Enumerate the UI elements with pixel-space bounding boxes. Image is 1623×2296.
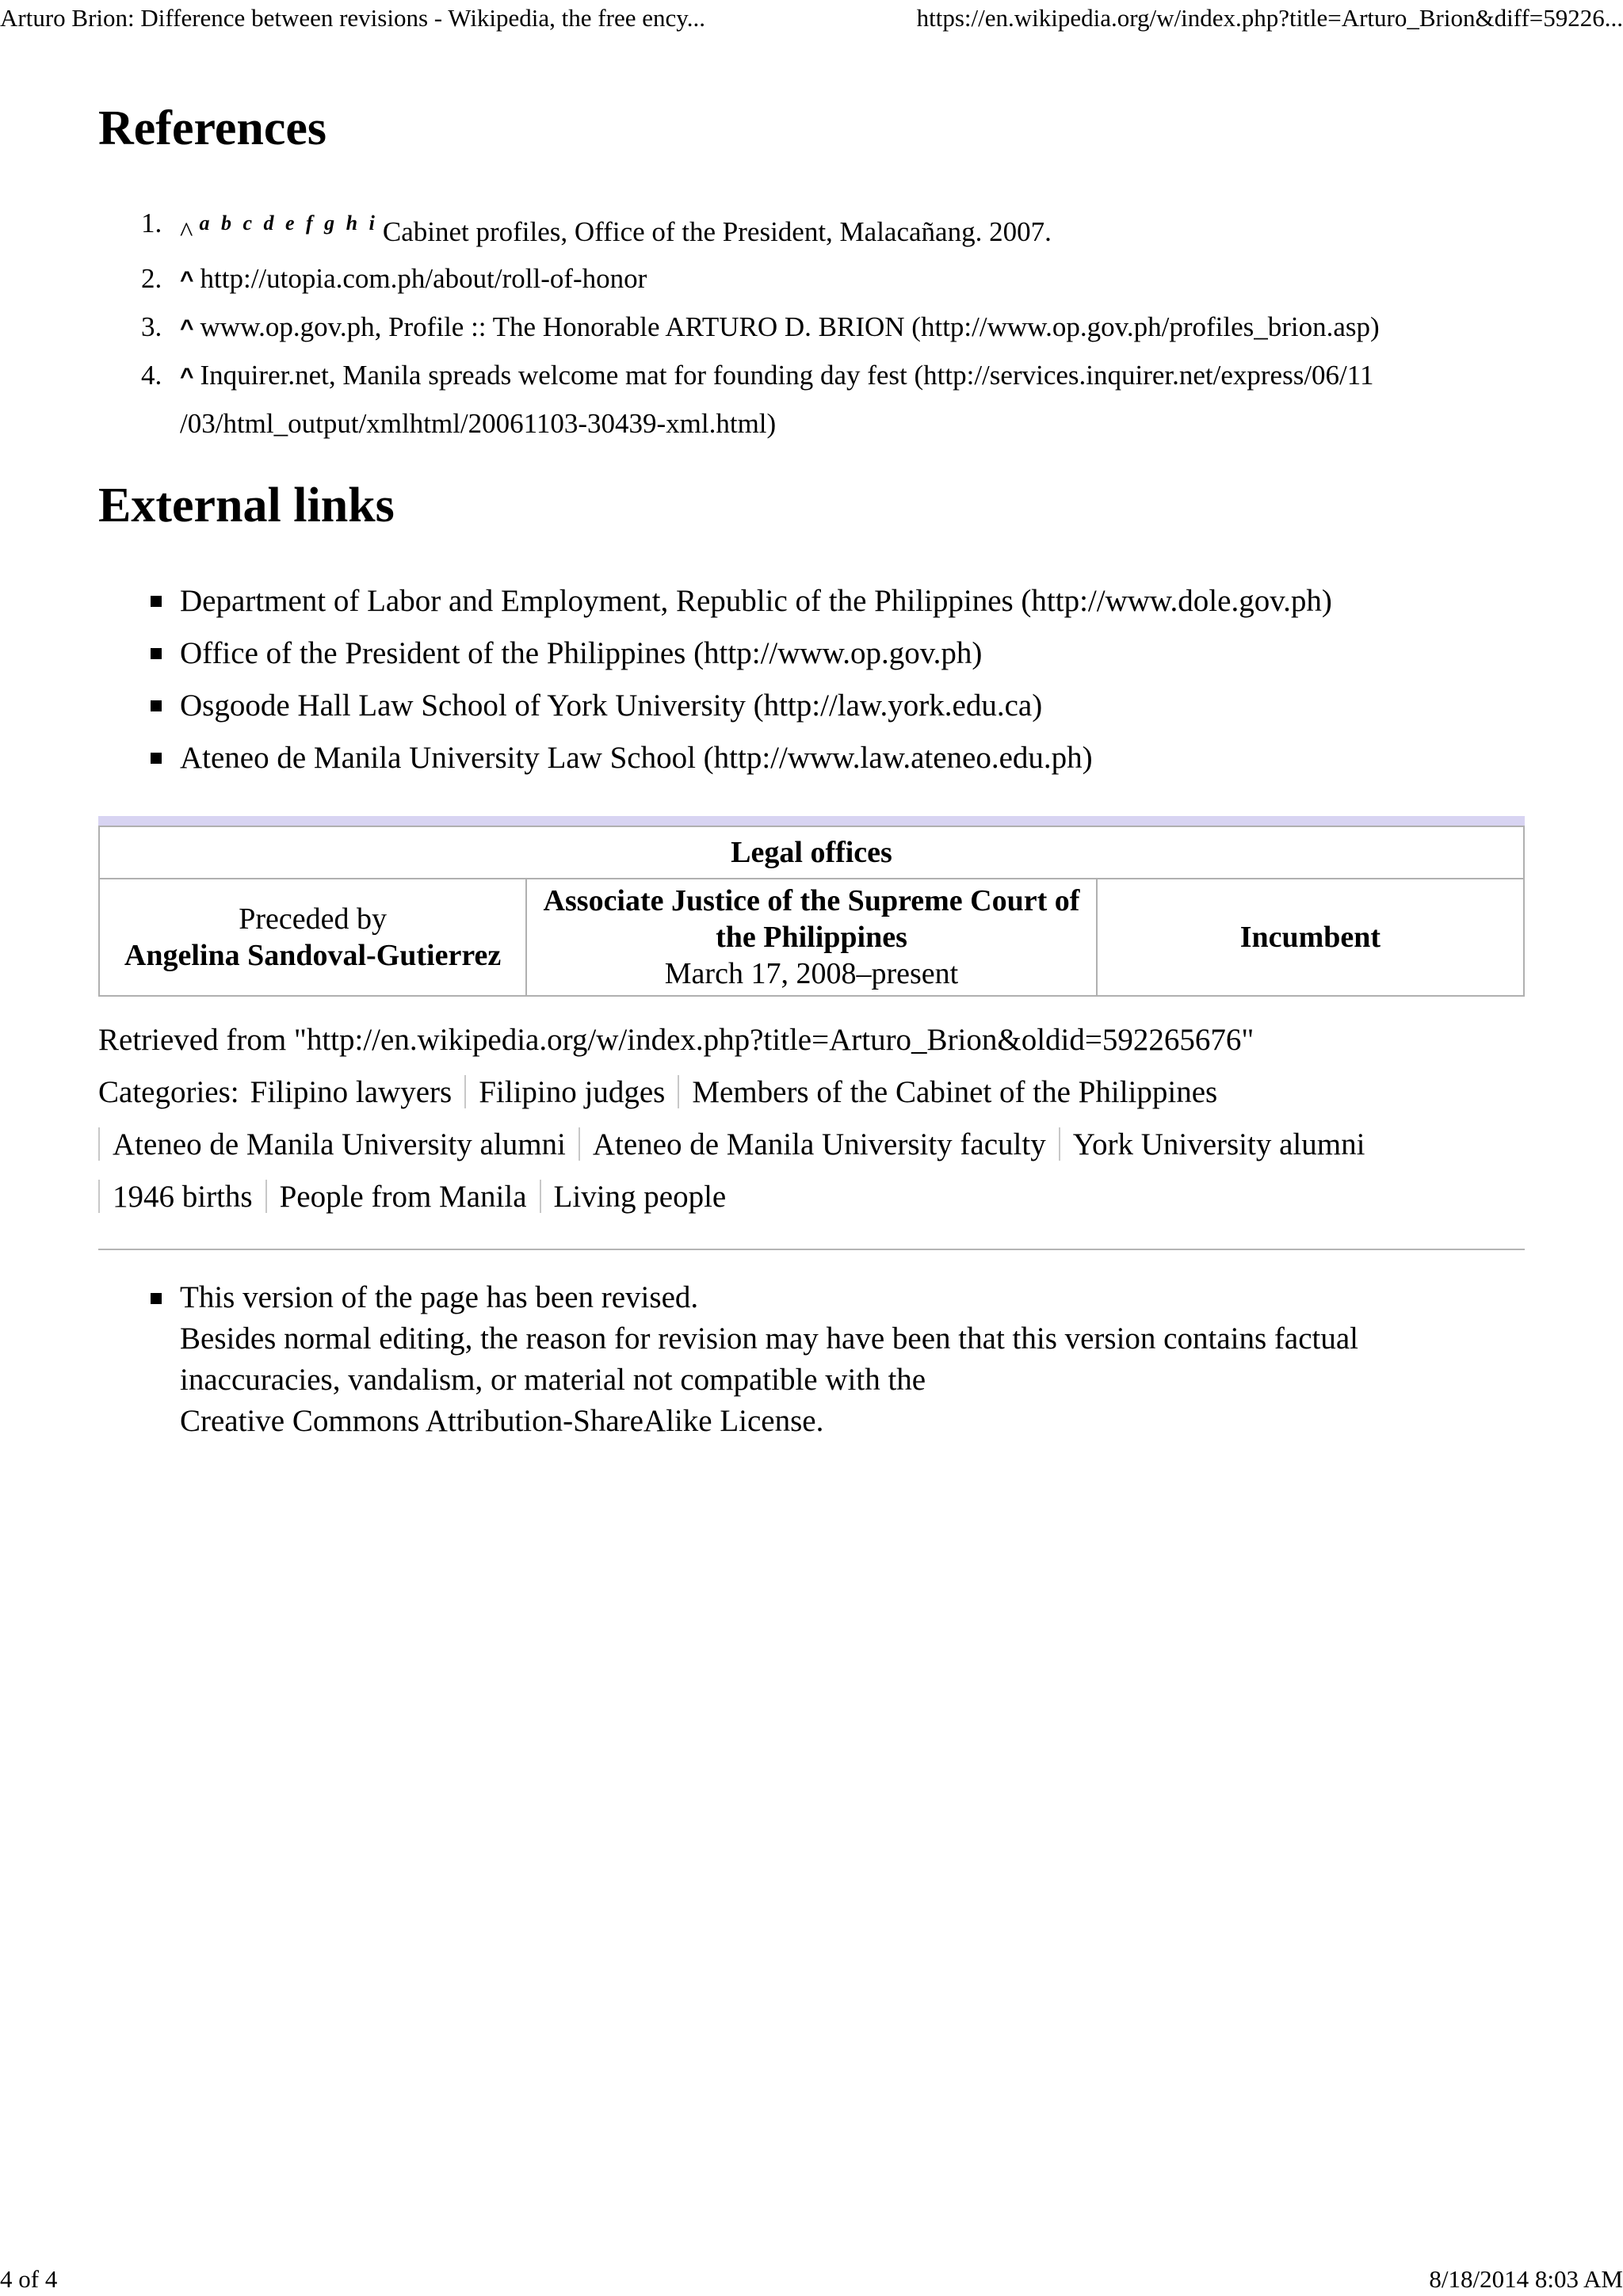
succeeded-by-cell (1097, 879, 1524, 996)
reference-caret: ^ (180, 216, 193, 247)
succession-box-top-bar (98, 816, 1525, 826)
category-link[interactable]: York University alumni (1072, 1127, 1365, 1161)
reference-text: Cabinet profiles, Office of the President, Malacañang. 2007. (382, 216, 1052, 247)
category-link[interactable]: Ateneo de Manila University faculty (592, 1127, 1046, 1161)
external-link-item[interactable] (98, 627, 1525, 680)
preceded-by-label: Preceded by (239, 902, 387, 936)
external-links-heading: External links (98, 479, 395, 532)
retrieved-from: Retrieved from "http://en.wikipedia.org/w/index.php?title=Arturo_Brion&oldid=592265676" (98, 1023, 1254, 1057)
reference-link-continued[interactable]: /03/html_output/xmlhtml/20061103-30439-xml.html) (180, 408, 777, 439)
category-separator (98, 1180, 100, 1213)
category-link[interactable]: 1946 births (113, 1180, 253, 1214)
reference-number: 4. (141, 360, 162, 391)
revision-notice-line: inaccuracies, vandalism, or material not compatible with the (180, 1363, 926, 1397)
license-link[interactable]: Creative Commons Attribution-ShareAlike License. (180, 1404, 824, 1438)
external-link-item[interactable] (98, 680, 1525, 732)
reference-backlink[interactable]: ^ (180, 364, 194, 390)
category-separator (265, 1180, 267, 1213)
incumbent-label: Incumbent (1239, 921, 1381, 954)
category-link[interactable]: Ateneo de Manila University alumni (113, 1127, 566, 1161)
footer-divider (98, 1249, 1525, 1250)
references-heading: References (98, 101, 327, 155)
bullet-icon (151, 753, 162, 764)
revision-notice (98, 1277, 1525, 1442)
category-separator (678, 1075, 679, 1108)
reference-item (98, 352, 1525, 447)
reference-item (98, 303, 1525, 352)
reference-link[interactable]: www.op.gov.ph, Profile :: The Honorable ARTURO D. BRION (http://www.op.gov.ph/profiles_brion.asp) (200, 311, 1380, 342)
category-link[interactable]: Filipino lawyers (250, 1075, 453, 1109)
external-link-item[interactable] (98, 732, 1525, 784)
succession-table (98, 826, 1525, 997)
predecessor-link[interactable]: Angelina Sandoval-Gutierrez (124, 939, 502, 972)
reference-backlink[interactable]: ^ (180, 267, 194, 293)
reference-link[interactable]: Inquirer.net, Manila spreads welcome mat for founding day fest (http://services.inquirer.net/express/06/11 (200, 360, 1374, 391)
office-dates: March 17, 2008–present (664, 957, 959, 990)
bullet-icon (151, 700, 162, 711)
reference-link[interactable]: http://utopia.com.ph/about/roll-of-honor (200, 263, 647, 294)
office-title-line1[interactable]: Associate Justice of the Supreme Court of (543, 884, 1080, 917)
category-link[interactable]: Living people (553, 1180, 727, 1214)
print-datetime: 8/18/2014 8:03 AM (1429, 2265, 1623, 2293)
office-cell (526, 879, 1097, 996)
bullet-icon (151, 648, 162, 659)
revision-notice-item (98, 1277, 1525, 1442)
reference-number: 2. (141, 263, 162, 294)
revision-notice-line: Besides normal editing, the reason for revision may have been that this version contains factual (180, 1322, 1358, 1356)
office-title-line2[interactable]: the Philippines (716, 921, 907, 954)
preceded-by-cell (99, 879, 526, 996)
external-link-item[interactable] (98, 575, 1525, 627)
external-links-list (98, 575, 1525, 784)
external-link[interactable]: Ateneo de Manila University Law School (http://www.law.ateneo.edu.ph) (180, 741, 1093, 775)
reference-item (98, 255, 1525, 303)
page-title: Arturo Brion: Difference between revisions - Wikipedia, the free ency... (0, 4, 705, 32)
category-links (98, 1066, 1525, 1223)
page-url[interactable]: https://en.wikipedia.org/w/index.php?title=Arturo_Brion&diff=59226... (916, 4, 1623, 32)
category-separator (1059, 1127, 1060, 1161)
revision-notice-line: This version of the page has been revised. (180, 1280, 699, 1314)
category-link[interactable]: Members of the Cabinet of the Philippines (692, 1075, 1218, 1109)
reference-number: 3. (141, 311, 162, 342)
category-separator (540, 1180, 541, 1213)
category-link[interactable]: Filipino judges (479, 1075, 666, 1109)
category-separator (464, 1075, 466, 1108)
external-link[interactable]: Office of the President of the Philippines (http://www.op.gov.ph) (180, 636, 983, 670)
references-list (98, 200, 1525, 447)
bullet-icon (151, 1293, 162, 1304)
external-link[interactable]: Osgoode Hall Law School of York University (http://law.york.edu.ca) (180, 688, 1043, 723)
categories-label[interactable]: Categories: (98, 1075, 239, 1109)
external-link[interactable]: Department of Labor and Employment, Republic of the Philippines (http://www.dole.gov.ph) (180, 584, 1332, 618)
succession-box (98, 816, 1525, 997)
page-number: 4 of 4 (0, 2265, 58, 2293)
reference-backlinks[interactable]: a b c d e f g h i (199, 212, 378, 235)
reference-item (98, 200, 1525, 255)
category-separator (579, 1127, 580, 1161)
bullet-icon (151, 596, 162, 607)
reference-backlink[interactable]: ^ (180, 315, 194, 341)
reference-number: 1. (141, 208, 162, 238)
category-link[interactable]: People from Manila (279, 1180, 527, 1214)
category-separator (98, 1127, 100, 1161)
printfooter (98, 1014, 1525, 1223)
succession-title: Legal offices (99, 826, 1524, 879)
